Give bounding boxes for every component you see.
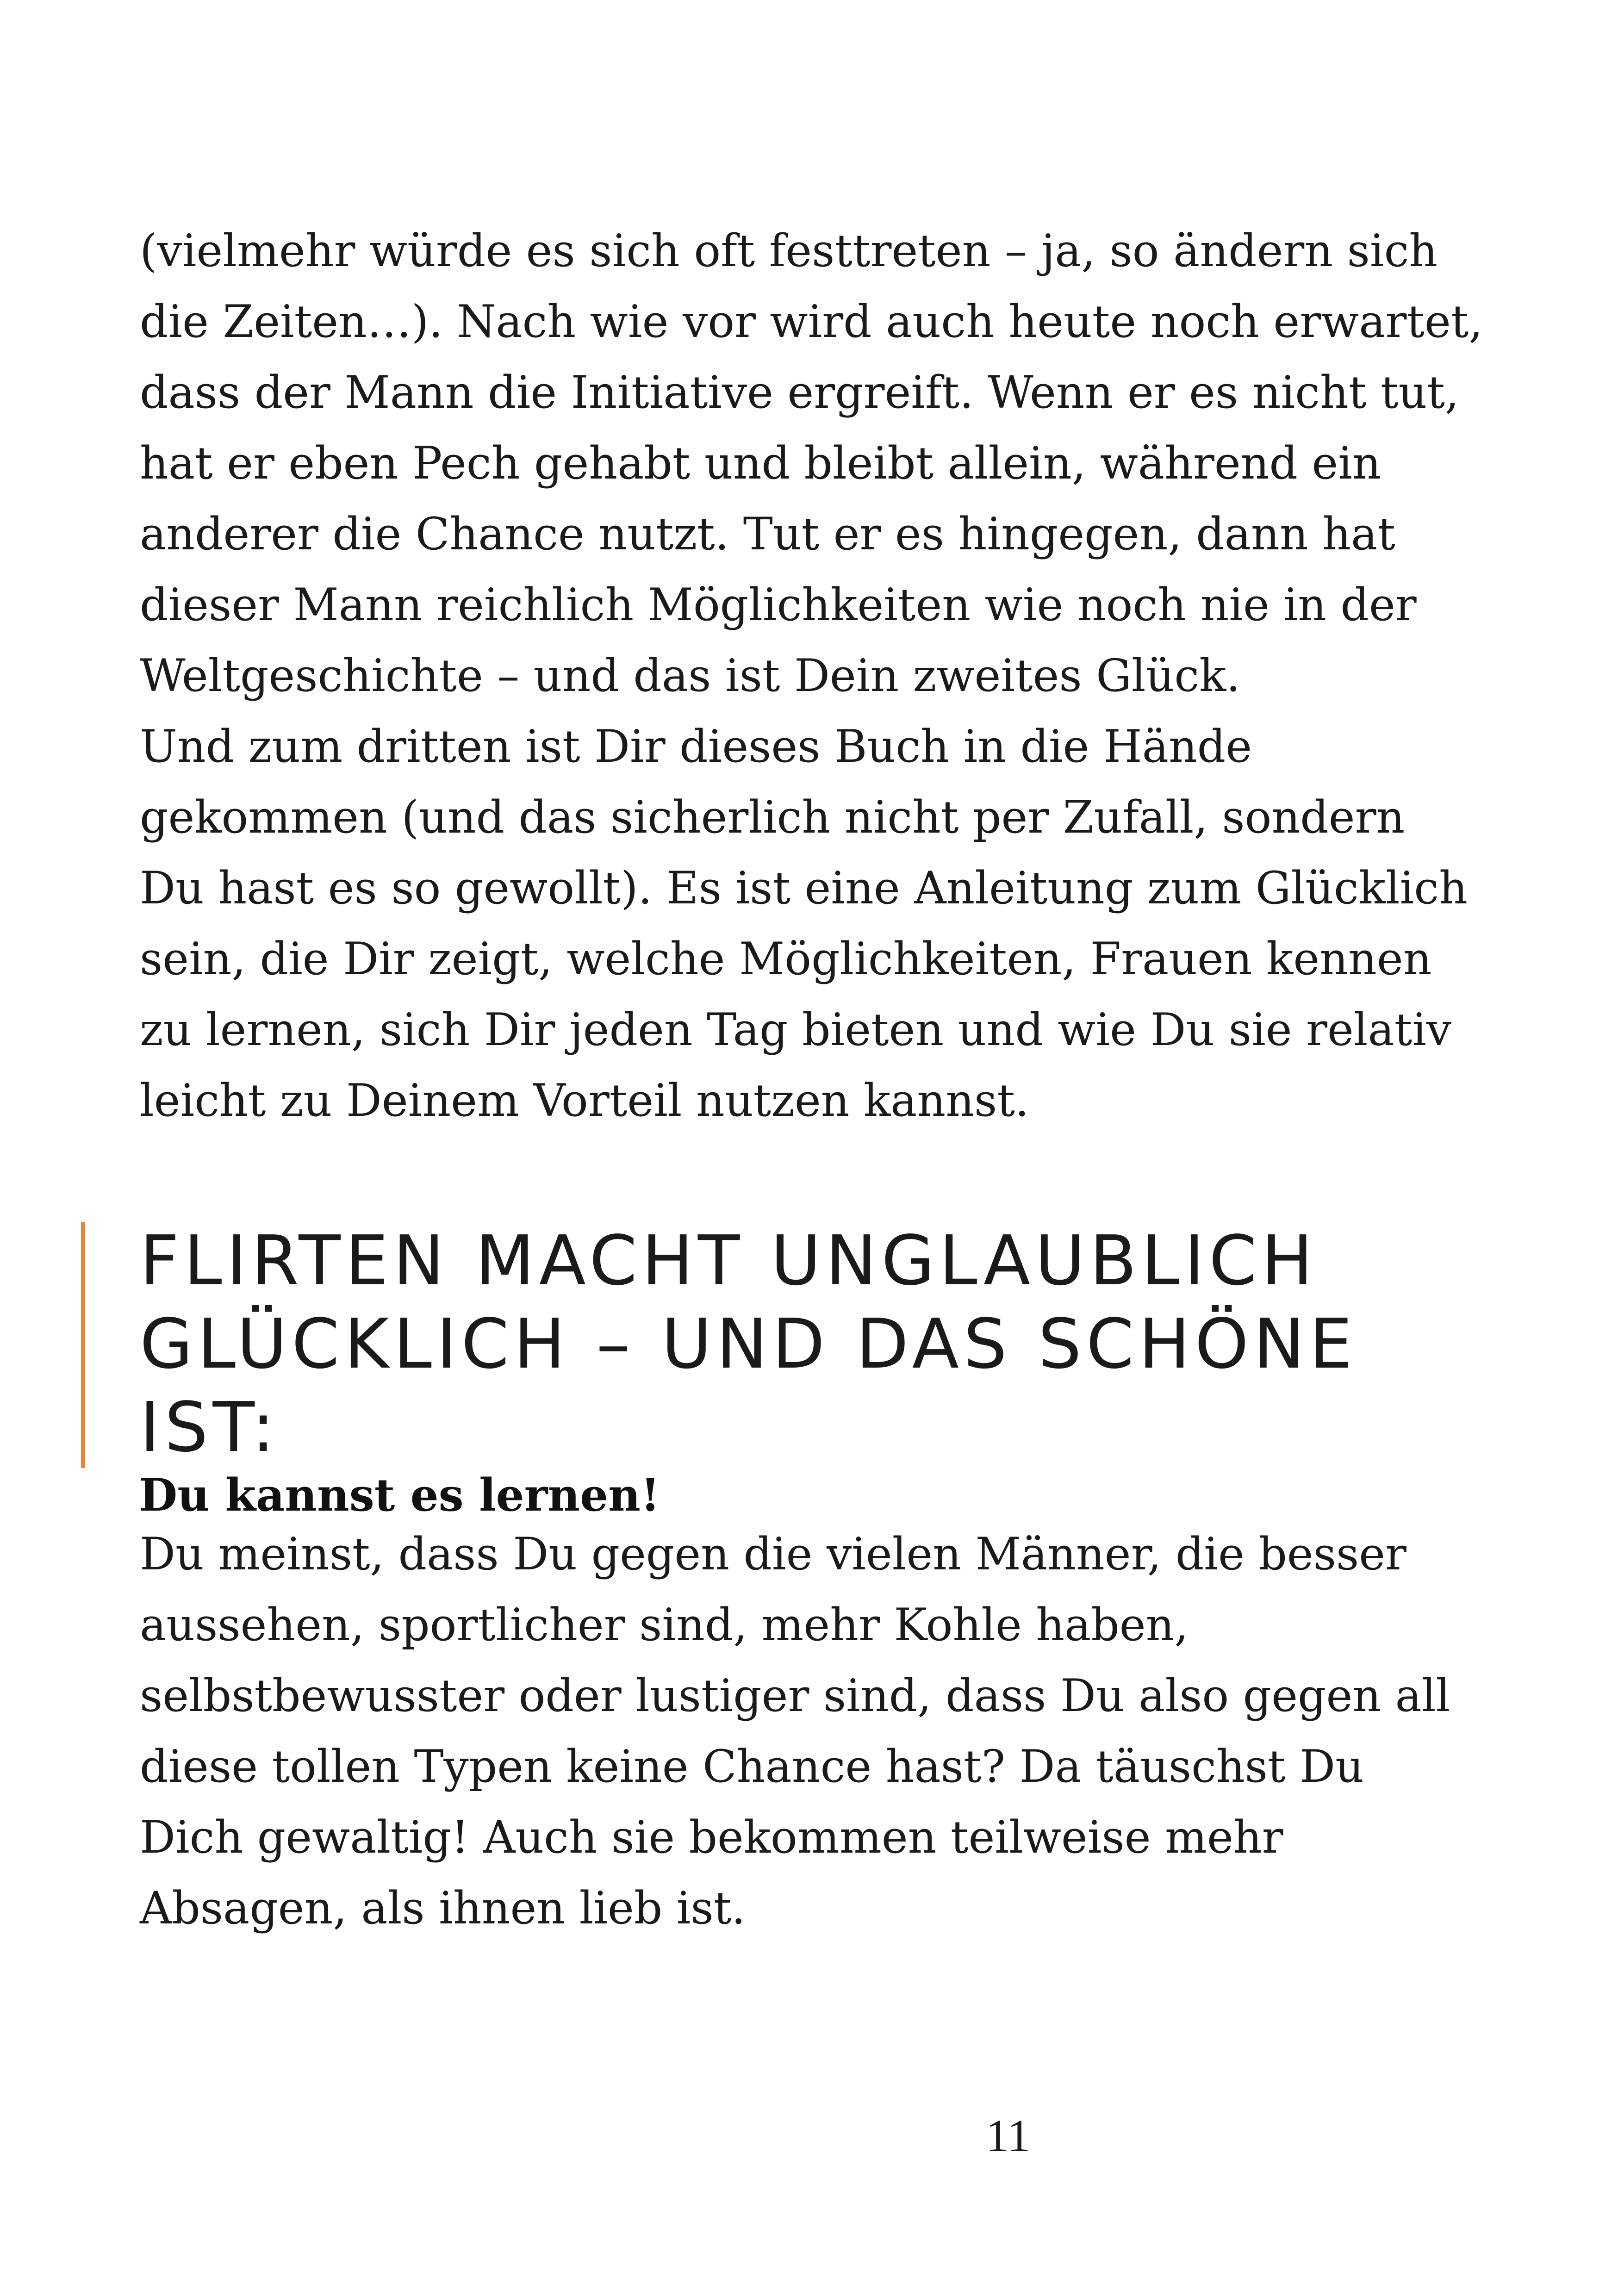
- text-line: hat er eben Pech gehabt und bleibt allein, während ein: [140, 437, 1381, 489]
- heading-line: FLIRTEN MACHT UNGLAUBLICH: [140, 1221, 1318, 1300]
- heading-accent-bar: [81, 1222, 85, 1468]
- text-line: gekommen (und das sicherlich nicht per Zufall, sondern: [140, 791, 1405, 843]
- text-line: selbstbewusster oder lustiger sind, dass Du also gegen all: [140, 1670, 1450, 1722]
- text-line: dieser Mann reichlich Möglichkeiten wie noch nie in der: [140, 579, 1417, 631]
- section-heading: [140, 1219, 1528, 1469]
- text-line: die Zeiten…). Nach wie vor wird auch heute noch erwartet,: [140, 296, 1483, 348]
- text-line: leicht zu Deinem Vorteil nutzen kannst.: [140, 1075, 1029, 1126]
- text-line: zu lernen, sich Dir jeden Tag bieten und wie Du sie relativ: [140, 1004, 1452, 1056]
- text-line: Weltgeschichte – und das ist Dein zweites Glück.: [140, 650, 1240, 702]
- body-paragraph-1: [140, 216, 1528, 1136]
- text-line: Absagen, als ihnen lieb ist.: [140, 1882, 746, 1934]
- heading-line: GLÜCKLICH – UND DAS SCHÖNE: [140, 1304, 1357, 1384]
- heading-line: IST:: [140, 1388, 280, 1467]
- text-line: aussehen, sportlicher sind, mehr Kohle haben,: [140, 1599, 1189, 1651]
- subheading: Du kannst es lernen!: [139, 1469, 660, 1521]
- text-line: diese tollen Typen keine Chance hast? Da täuschst Du: [140, 1741, 1364, 1792]
- text-line: sein, die Dir zeigt, welche Möglichkeiten, Frauen kennen: [140, 933, 1432, 985]
- text-line: Du meinst, dass Du gegen die vielen Männer, die besser: [140, 1528, 1406, 1580]
- body-paragraph-2: [140, 1519, 1528, 1944]
- text-line: Dich gewaltig! Auch sie bekommen teilweise mehr: [140, 1811, 1283, 1863]
- text-line: (vielmehr würde es sich oft festtreten – ja, so ändern sich: [140, 225, 1438, 277]
- page-number: 11: [986, 2110, 1031, 2161]
- text-line: Du hast es so gewollt). Es ist eine Anleitung zum Glücklich: [140, 862, 1468, 914]
- text-line: anderer die Chance nutzt. Tut er es hingegen, dann hat: [140, 508, 1395, 560]
- text-line: dass der Mann die Initiative ergreift. Wenn er es nicht tut,: [140, 367, 1459, 418]
- text-line: Und zum dritten ist Dir dieses Buch in die Hände: [140, 721, 1252, 772]
